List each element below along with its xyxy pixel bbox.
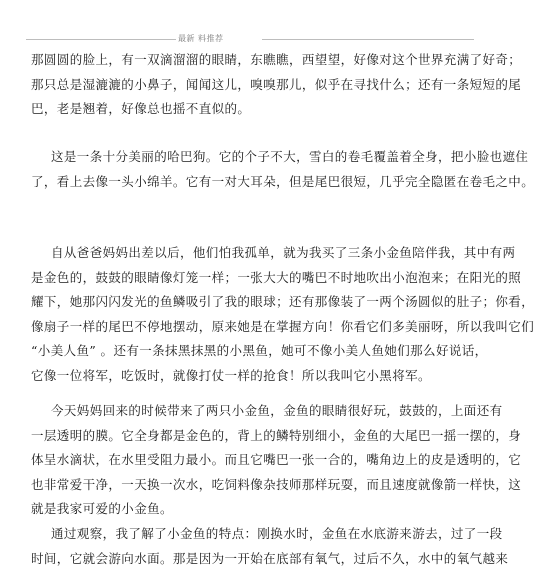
page-header — [0, 30, 500, 50]
header-rule-right — [262, 39, 474, 40]
header-label: 最新 料推荐 — [178, 33, 224, 44]
paragraph-line: 像扇子一样的尾巴不停地摆动，原来她是在掌握方向！你看它们多美丽呀，所以我叫它们 — [31, 315, 473, 340]
paragraph-line: 了，看上去像一头小绵羊。它有一对大耳朵，但是尾巴很短，几乎完全隐匿在卷毛之中。 — [31, 170, 473, 195]
paragraph-line: 也非常爱干净，一天换一次水，吃饲料像杂技师那样玩耍，而且速度就像箭一样快，这 — [31, 473, 473, 498]
paragraph-line: 时间，它就会游向水面。那是因为一开始在底部有氧气，过后不久，水中的氧气越来 — [31, 547, 473, 571]
paragraph-line: 巴，老是翘着，好像总也摇不直似的。 — [31, 97, 473, 122]
paragraph-5 — [31, 522, 473, 571]
paragraph-line: 一层透明的膜。它全身都是金色的，背上的鳞特别细小，金鱼的大尾巴一摇一摆的，身 — [31, 424, 473, 449]
paragraph-line: 体呈水滴状，在水里受阻力最小。而且它嘴巴一张一合的，嘴角边上的皮是透明的，它 — [31, 448, 473, 473]
paragraph-line: 它像一位将军，吃饭时，就像打仗一样的抢食！所以我叫它小黑将军。 — [31, 364, 473, 389]
paragraph-line: 通过观察，我了解了小金鱼的特点：刚换水时，金鱼在水底游来游去，过了一段 — [31, 522, 473, 547]
paragraph-3 — [31, 241, 473, 388]
paragraph-line: 那圆圆的脸上，有一双滴溜溜的眼睛，东瞧瞧，西望望，好像对这个世界充满了好奇； — [31, 48, 473, 73]
header-rule-left — [26, 39, 176, 40]
paragraph-1 — [31, 48, 473, 122]
paragraph-line: “小美人鱼” 。还有一条抹黑抹黑的小黑鱼，她可不像小美人鱼她们那么好说话， — [31, 339, 473, 364]
paragraph-line: 自从爸爸妈妈出差以后，他们怕我孤单，就为我买了三条小金鱼陪伴我，其中有两 — [31, 241, 473, 266]
paragraph-line: 是金色的，鼓鼓的眼睛像灯笼一样；一张大大的嘴巴不时地吹出小泡泡来；在阳光的照 — [31, 266, 473, 291]
paragraph-line: 耀下，她那闪闪发光的鱼鳞吸引了我的眼球；还有那像装了一两个汤圆似的肚子；你看， — [31, 290, 473, 315]
paragraph-2 — [31, 145, 473, 194]
paragraph-line: 就是我家可爱的小金鱼。 — [31, 497, 473, 522]
paragraph-4 — [31, 399, 473, 522]
paragraph-line: 那只总是湿漉漉的小鼻子，闻闻这儿，嗅嗅那儿，似乎在寻找什么；还有一条短短的尾 — [31, 73, 473, 98]
paragraph-line: 这是一条十分美丽的哈巴狗。它的个子不大，雪白的卷毛覆盖着全身，把小脸也遮住 — [31, 145, 473, 170]
paragraph-line: 今天妈妈回来的时候带来了两只小金鱼，金鱼的眼睛很好玩，鼓鼓的，上面还有 — [31, 399, 473, 424]
